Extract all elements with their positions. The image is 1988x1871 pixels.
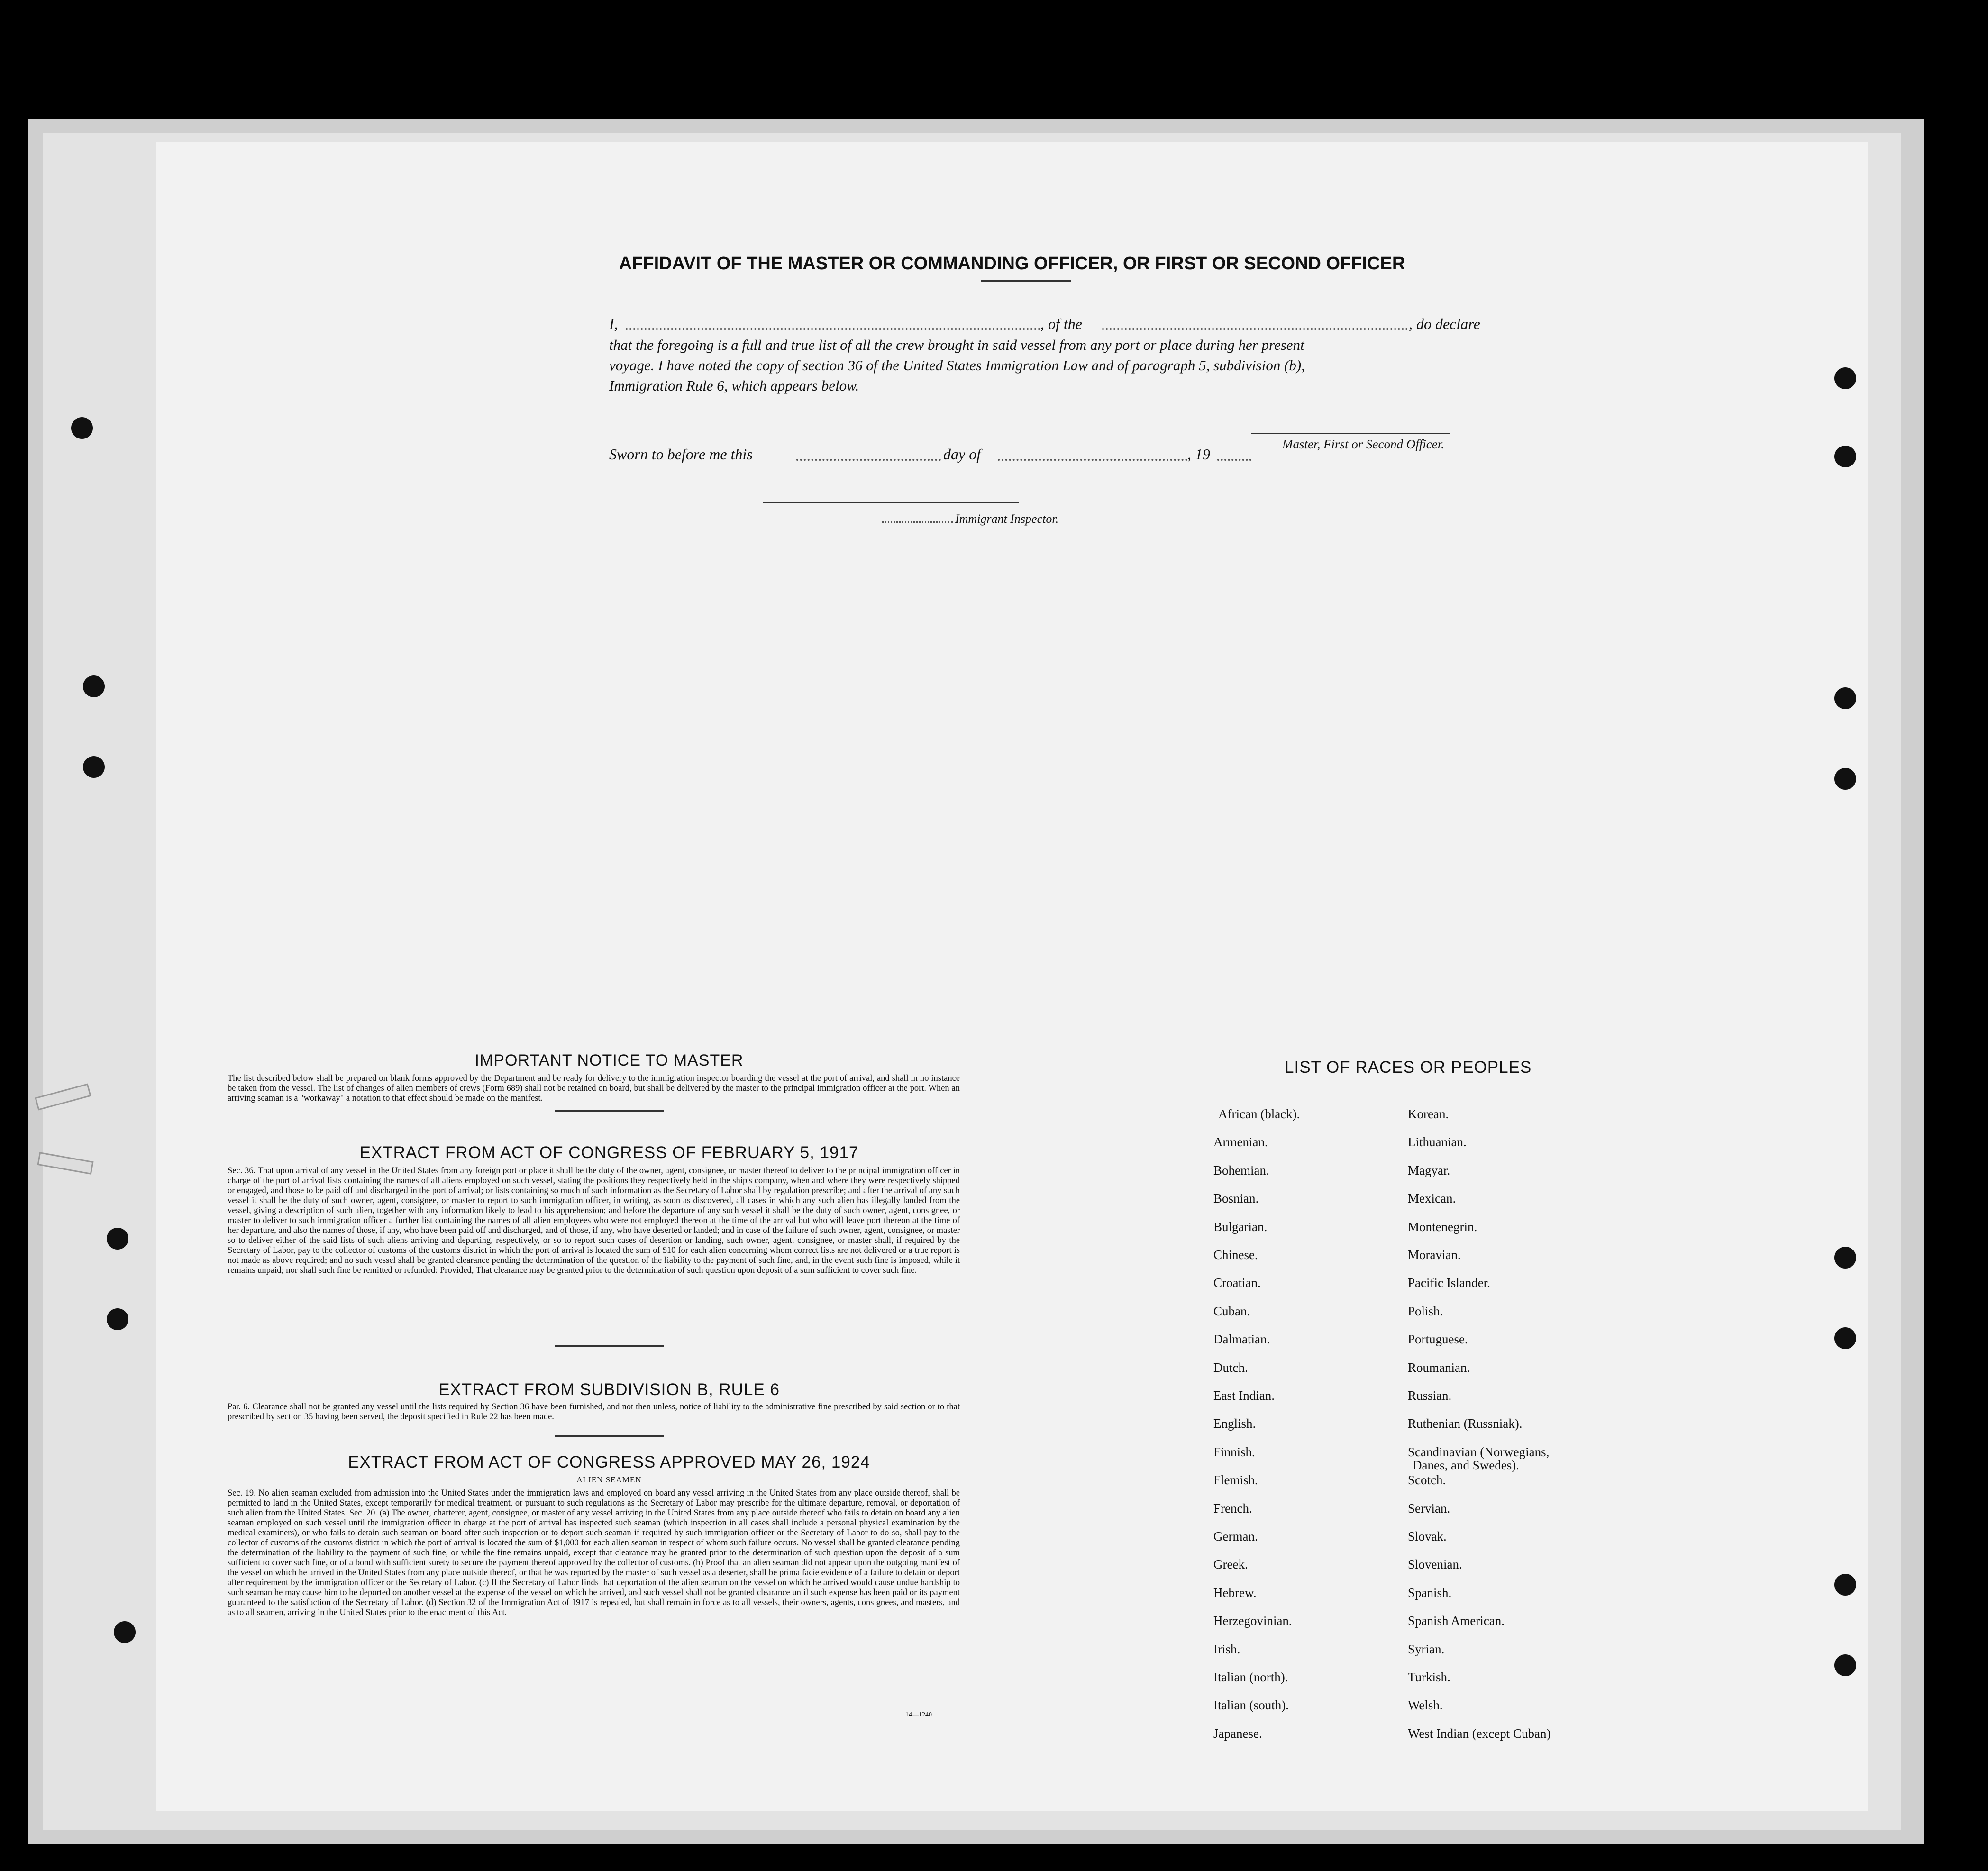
race-item: Italian (south).	[1213, 1698, 1289, 1713]
inspector-signature-field[interactable]	[763, 502, 1019, 503]
races-title: LIST OF RACES OR PEOPLES	[1285, 1058, 1532, 1077]
affidavit-title: AFFIDAVIT OF THE MASTER OR COMMANDING OFFICER, OR FIRST OR SECOND OFFICER	[619, 254, 1405, 274]
race-item: Armenian.	[1213, 1135, 1268, 1150]
sworn-day-field[interactable]	[796, 459, 941, 461]
binder-hole	[83, 675, 105, 697]
race-item: Polish.	[1408, 1304, 1443, 1318]
notice-title: IMPORTANT NOTICE TO MASTER	[474, 1051, 744, 1069]
race-item: Croatian.	[1213, 1276, 1261, 1290]
divider	[555, 1110, 664, 1112]
race-item: Syrian.	[1408, 1642, 1445, 1656]
binder-hole	[71, 417, 93, 439]
day-of-label: day of	[943, 446, 981, 463]
master-signature-label: Master, First or Second Officer.	[1282, 437, 1444, 451]
statement-line-3: Immigration Rule 6, which appears below.	[609, 377, 859, 394]
master-signature-field[interactable]	[1251, 433, 1450, 434]
manifest-page	[156, 142, 1868, 1811]
race-item: Lithuanian.	[1408, 1135, 1467, 1150]
race-item: West Indian (except Cuban)	[1408, 1726, 1551, 1741]
race-item: French.	[1213, 1501, 1252, 1515]
race-item: Herzegovinian.	[1213, 1614, 1292, 1628]
sworn-year-field[interactable]	[1217, 459, 1251, 461]
race-item: Portuguese.	[1408, 1332, 1468, 1347]
race-item: Magyar.	[1408, 1163, 1450, 1177]
race-item: Scandinavian (Norwegians,	[1408, 1444, 1550, 1459]
race-item: Slovak.	[1408, 1529, 1447, 1543]
extract-1924-text: Sec. 19. No alien seaman excluded from admission into the United States under the immigration laws and employed on board any vessel arriving in the United States from any place outside thereof, shall be permitted to land in the United States, except temporarily for medical treatment, or pursuant to such regulations as the Secretary of Labor may prescribe for the ultimate departure, removal, or deportation of such alien from the United States. Sec. 20. (a) The owner, charterer, agent, consignee, or master of any vessel arriving in the United States from any place outside thereof who fails to detain on board any alien seaman employed on such vessel until the immigration officer in charge at the port of arrival has inspected such seaman (which inspection in all cases shall include a personal physical examination by the medical examiners), or who fails to detain such seaman on board after such inspection or to deport such seaman if required by such immigration officer or the Secretary of Labor to do so, shall pay to the collector of customs of the customs district in which the port of arrival is located the sum of $1,000 for each alien seaman in respect of whom such failure occurs. No vessel shall be granted clearance pending the determination of the liability to the payment of such fine, or while the fine remains unpaid, except that clearance may be granted prior to the determination of such question upon the deposit of a sum sufficient to cover such fine, or of a bond with sufficient surety to secure the payment thereof approved by the collector of customs. (b) Proof that an alien seaman did not appear upon the outgoing manifest of the vessel on which he arrived in the United States from any place outside thereof, or that he was reported by the master of such vessel as a deserter, shall be prima facie evidence of a failure to detain or deport after requirement by the immigration officer or the Secretary of Labor. (c) If the Secretary of Labor finds that deportation of the alien seaman on the vessel on which he arrived would cause undue hardship to such seaman he may cause him to be deported on another vessel at the expense of the vessel on which he arrived, and such vessel shall not be granted clearance until such expense has been paid or its payment guaranteed to the satisfaction of the Secretary of Labor. (d) Section 32 of the Immigration Act of 1917 is repealed, but shall remain in force as to all vessels, their owners, agents, consignees, and masters, and as to all seamen, arriving in the United States prior to the enactment of this Act.	[228, 1488, 960, 1617]
race-item: Moravian.	[1408, 1248, 1461, 1262]
race-item: Montenegrin.	[1408, 1219, 1477, 1234]
binder-hole	[1834, 1327, 1856, 1349]
divider	[981, 280, 1071, 282]
race-item: Irish.	[1213, 1642, 1240, 1656]
divider	[555, 1345, 664, 1347]
race-item: Chinese.	[1213, 1248, 1258, 1262]
race-item: Scotch.	[1408, 1473, 1446, 1488]
binder-hole	[83, 756, 105, 778]
race-item: Greek.	[1213, 1557, 1248, 1572]
race-item: African (black).	[1218, 1107, 1300, 1121]
extract-1917-title: EXTRACT FROM ACT OF CONGRESS OF FEBRUARY 5, 1917	[359, 1143, 859, 1162]
do-declare-label: , do declare	[1409, 315, 1480, 332]
race-item: Servian.	[1408, 1501, 1450, 1515]
extract-1924-title: EXTRACT FROM ACT OF CONGRESS APPROVED MAY 26, 1924	[348, 1453, 870, 1471]
form-number: 14—1240	[905, 1711, 932, 1718]
notice-text: The list described below shall be prepared on blank forms approved by the Department and be ready for delivery to the immigration inspector boarding the vessel at the port of arrival, and shall in no instance be taken from the vessel. The list of changes of alien members of crews (Form 689) shall not be retained on board, but shall be delivered by the master to the principal immigration officer at the port. When an arriving seaman is a "workaway" a notation to that effect should be made on the manifest.	[228, 1074, 960, 1103]
race-item: Finnish.	[1213, 1444, 1255, 1459]
inspector-dots	[882, 521, 953, 523]
binder-hole	[107, 1228, 128, 1250]
race-item: Dutch.	[1213, 1360, 1248, 1375]
extract-1924-subtitle: ALIEN SEAMEN	[576, 1475, 642, 1484]
of-the-label: , of the	[1040, 315, 1082, 332]
binder-hole	[1834, 446, 1856, 467]
statement-line-2: voyage. I have noted the copy of section 36 of the United States Immigration Law and of paragraph 5, subdivision (b),	[609, 357, 1305, 374]
extract-rule6-text: Par. 6. Clearance shall not be granted any vessel until the lists required by Section 36 have been furnished, and not then unless, notice of liability to the administrative fine prescribed by said section or to that prescribed by section 35 having been served, the deposit specified in Rule 22 has been made.	[228, 1402, 960, 1422]
race-item: East Indian.	[1213, 1388, 1275, 1403]
race-item: Bulgarian.	[1213, 1219, 1268, 1234]
binder-hole	[1834, 687, 1856, 709]
race-item: Slovenian.	[1408, 1557, 1462, 1572]
race-item: Spanish American.	[1408, 1614, 1505, 1628]
statement-line-1: that the foregoing is a full and true list of all the crew brought in said vessel from any port or place during her present	[609, 337, 1304, 353]
affiant-name-field[interactable]	[626, 328, 1040, 330]
extract-1917-text: Sec. 36. That upon arrival of any vessel in the United States from any foreign port or place it shall be the duty of the owner, agent, consignee, or master thereof to deliver to the principal immigration officer in charge of the port of arrival lists containing the names of all aliens employed on such vessel, stating the positions they respectively held in the ship's company, when and where they were respectively shipped or engaged, and those to be paid off and discharged in the port of arrival; or lists containing so much of such information as the Secretary of Labor shall by regulation prescribe; and after the arrival of any such vessel it shall be the duty of such owner, agent, consignee, or master to report to such immigration officer, in writing, as soon as discovered, all cases in which any such alien has illegally landed from the vessel, giving a description of such alien, together with any information likely to lead to his apprehension; and before the departure of any such vessel it shall be the duty of such owner, agent, consignee, or master to deliver to such immigration officer a further list containing the names of all alien employees who were not employed thereon at the time of the arrival but who will leave port thereon at the time of her departure, and also the names of those, if any, who have been paid off and discharged, and of those, if any, who have deserted or landed; and in case of the failure of such owner, agent, consignee, or master so to deliver either of the said lists of such aliens arriving and departing, respectively, or so to report such cases of desertion or landing, such owner, agent, consignee, or master shall, if required by the Secretary of Labor, pay to the collector of customs of the customs district in which the port of arrival is located the sum of $10 for each alien concerning whom correct lists are not delivered or a true report is not made as above required; and no such vessel shall be granted clearance pending the determination of the question of the liability to the payment of such fine, and, in the event such fine is imposed, while it remains unpaid; nor shall such fine be remitted or refunded: Provided, That clearance may be granted prior to the determination of such question upon deposit of a sum sufficient to cover such fine.	[228, 1166, 960, 1275]
race-item: Flemish.	[1213, 1473, 1258, 1488]
race-item: Turkish.	[1408, 1670, 1450, 1684]
year-prefix: , 19	[1187, 446, 1210, 463]
race-item: Italian (north).	[1213, 1670, 1288, 1684]
race-item: Dalmatian.	[1213, 1332, 1270, 1347]
divider	[555, 1435, 664, 1437]
race-item: Danes, and Swedes).	[1413, 1458, 1519, 1472]
race-item: Roumanian.	[1408, 1360, 1470, 1375]
race-item: Japanese.	[1213, 1726, 1262, 1741]
extract-rule6-title: EXTRACT FROM SUBDIVISION B, RULE 6	[438, 1380, 780, 1399]
race-item: Bohemian.	[1213, 1163, 1269, 1177]
sworn-month-field[interactable]	[998, 459, 1187, 461]
race-item: Korean.	[1408, 1107, 1449, 1121]
binder-hole	[1834, 367, 1856, 389]
binder-hole	[107, 1308, 128, 1330]
binder-hole	[1834, 1247, 1856, 1269]
race-item: Hebrew.	[1213, 1585, 1257, 1600]
binder-hole	[1834, 768, 1856, 790]
race-item: English.	[1213, 1416, 1256, 1431]
race-item: Spanish.	[1408, 1585, 1452, 1600]
race-item: Welsh.	[1408, 1698, 1443, 1713]
binder-hole	[1834, 1574, 1856, 1596]
binder-hole	[114, 1621, 136, 1643]
race-item: Russian.	[1408, 1388, 1452, 1403]
inspector-label: Immigrant Inspector.	[955, 512, 1059, 526]
sworn-prefix: Sworn to before me this	[609, 446, 753, 463]
affiant-label: I,	[609, 315, 618, 332]
binder-hole	[1834, 1654, 1856, 1676]
race-item: Pacific Islander.	[1408, 1276, 1490, 1290]
race-item: German.	[1213, 1529, 1258, 1543]
race-item: Cuban.	[1213, 1304, 1250, 1318]
race-item: Ruthenian (Russniak).	[1408, 1416, 1523, 1431]
race-item: Bosnian.	[1213, 1191, 1259, 1206]
vessel-name-field[interactable]	[1102, 328, 1408, 330]
race-item: Mexican.	[1408, 1191, 1456, 1206]
